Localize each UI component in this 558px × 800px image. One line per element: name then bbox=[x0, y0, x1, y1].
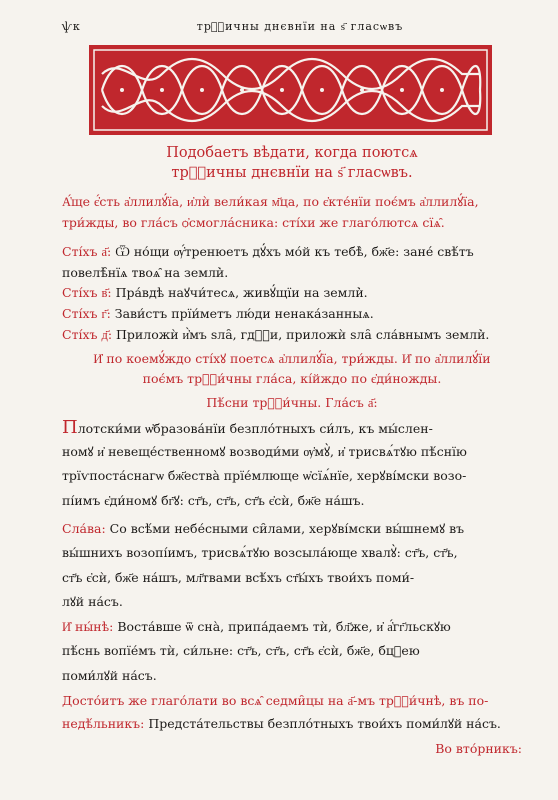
verse-4 bbox=[62, 326, 522, 344]
verse-label: Сті́хъ в҃: bbox=[62, 285, 112, 300]
nyne-line-2: пѣ́снь вопїе́мъ тѝ, си́льне: ст҃ъ, ст҃ъ, ст҃ъ є҆сѝ, бж҃е, бцⷣею bbox=[62, 643, 420, 658]
running-header bbox=[62, 20, 538, 36]
slava-label: Сла́ва: bbox=[62, 521, 106, 536]
instruction-line-2: поє́мъ трⷪ҇и́чны гла́са, кі́йждо по є҆ди́ножды. bbox=[142, 371, 442, 386]
hymn1-text: лотски́ми ѡ҆бразова́нїи безпло́тныхъ си́лъ, къ мы́слен- bbox=[77, 421, 433, 436]
hymn1-line-1 bbox=[62, 419, 522, 438]
verse-text: Пра́вдѣ наꙋчи́тесѧ, живꙋ́щїи на земли̇̀. bbox=[115, 285, 368, 300]
nyne-label: И҆ ны́нѣ: bbox=[62, 619, 114, 634]
page-number: ѱк bbox=[62, 20, 81, 33]
verse-1-line-1 bbox=[62, 243, 522, 261]
heading-line-2: трⷪ҇ичны днєвнїи на ѕ҃ гласѡвъ. bbox=[171, 165, 413, 181]
verse-text: Приложѝ и҆̀мъ ѕла̑, гдⷭ҇и, приложѝ ѕла̑ сла́внымъ земли̇̀. bbox=[116, 327, 490, 342]
slava-line-3: ст҃ъ є҆сѝ, бж҃е на́шъ, мл҃твами всѣ́хъ ст҃ы́хъ твои́хъ поми́- bbox=[62, 570, 415, 585]
slava-line-1 bbox=[62, 520, 522, 538]
running-title: трⷪ҇ичны днєвнїи на ѕ҃ гласѡвъ bbox=[196, 20, 404, 33]
instruction-line-1: И҆ по коемꙋ́ждо сті́хꙋ поетсѧ а҆ллилꙋ́їа, три́жды. И҆ по а҆ллилꙋ́їи bbox=[93, 351, 491, 366]
hymn1-line-3: трїѵпоста́снагѡ бж҃ества̀ прїе́млюще ѡ҆сїѧ́нїе, херꙋві́мски возо- bbox=[62, 468, 467, 483]
footer-rubric-line-3: Во вто́рникъ: bbox=[435, 741, 522, 756]
hymn1-line-4: пі́имъ є҆ди́номꙋ бг҃ꙋ: ст҃ъ, ст҃ъ, ст҃ъ є҆сѝ, бж҃е на́шъ. bbox=[62, 493, 365, 508]
rubric-line-1: А҆́ще є҆́сть а҆ллилꙋ́їа, и҆лѝ вели́кая м҃ца, по є҆кте́нїи поє́мъ а҆ллилꙋ́їа, bbox=[62, 194, 479, 209]
hymn1-line-2: номꙋ и҆ невеще́ственномꙋ возводи́ми ѹ҆мꙋ̀, и҆ трисвѧ́тꙋю пѣ́снїю bbox=[62, 444, 467, 459]
nyne-text: Воста́вше ѿ сна̀, припа́даемъ тѝ, бл҃же, и҆ а҆́гг҃льскꙋю bbox=[117, 619, 451, 634]
verse-2 bbox=[62, 284, 522, 302]
footer-rubric-line-1: Досто́итъ же глаго́лати во всѧ̑ седми̑цы на а҃-мъ трⷪ҇и́чнѣ, въ по- bbox=[62, 693, 489, 708]
verse-label: Сті́хъ д҃: bbox=[62, 327, 113, 342]
slava-line-2: вы́шнихъ возопі́имъ, трисвѧ́тꙋю возсыла́юще хвалꙋ̀: ст҃ъ, ст҃ъ, bbox=[62, 545, 458, 560]
footer-label: недѣ́льникъ: bbox=[62, 716, 145, 731]
hymn-title: Пѣ́сни трⷪ҇и́чны. Гла́съ а҃: bbox=[206, 395, 378, 410]
verse-text: Зави́стъ прїи́метъ лю́ди ненака́занныѧ. bbox=[114, 306, 374, 321]
nyne-line-3: поми́лꙋй на́съ. bbox=[62, 668, 157, 683]
verse-text: Ѿ но́щи ѹ҆́тренюетъ дꙋ́хъ мо́й къ тебѣ̀, бж҃е: зане́ свѣ́тъ bbox=[115, 244, 474, 259]
slava-line-4: лꙋй на́съ. bbox=[62, 594, 123, 609]
nyne-line-1 bbox=[62, 618, 522, 636]
heading-line-1: Подобаетъ вѣдати, когда поютсѧ bbox=[166, 145, 418, 161]
slava-text: Со всѣ́ми небе́сными си̑лами, херꙋві́мски вы́шнемꙋ въ bbox=[109, 521, 465, 536]
verse-label: Сті́хъ а҃: bbox=[62, 244, 112, 259]
verse-3 bbox=[62, 305, 522, 323]
rubric-line-2: три́жды, во гла́съ ѻ҆смоглáсника: сті́хи же глаго́лютсѧ сїѧ̑. bbox=[62, 215, 445, 230]
decorative-knotwork-band bbox=[88, 44, 493, 136]
footer-rubric-line-2 bbox=[62, 715, 522, 733]
footer-text: Предста́тельствы безпло́тныхъ твои́хъ поми́лꙋй на́съ. bbox=[148, 716, 501, 731]
verse-1-line-2: повелѣ̑нїѧ твоѧ̑ на земли̇̀. bbox=[62, 265, 229, 280]
initial-letter: П bbox=[62, 419, 78, 438]
verse-label: Сті́хъ г҃: bbox=[62, 306, 111, 321]
